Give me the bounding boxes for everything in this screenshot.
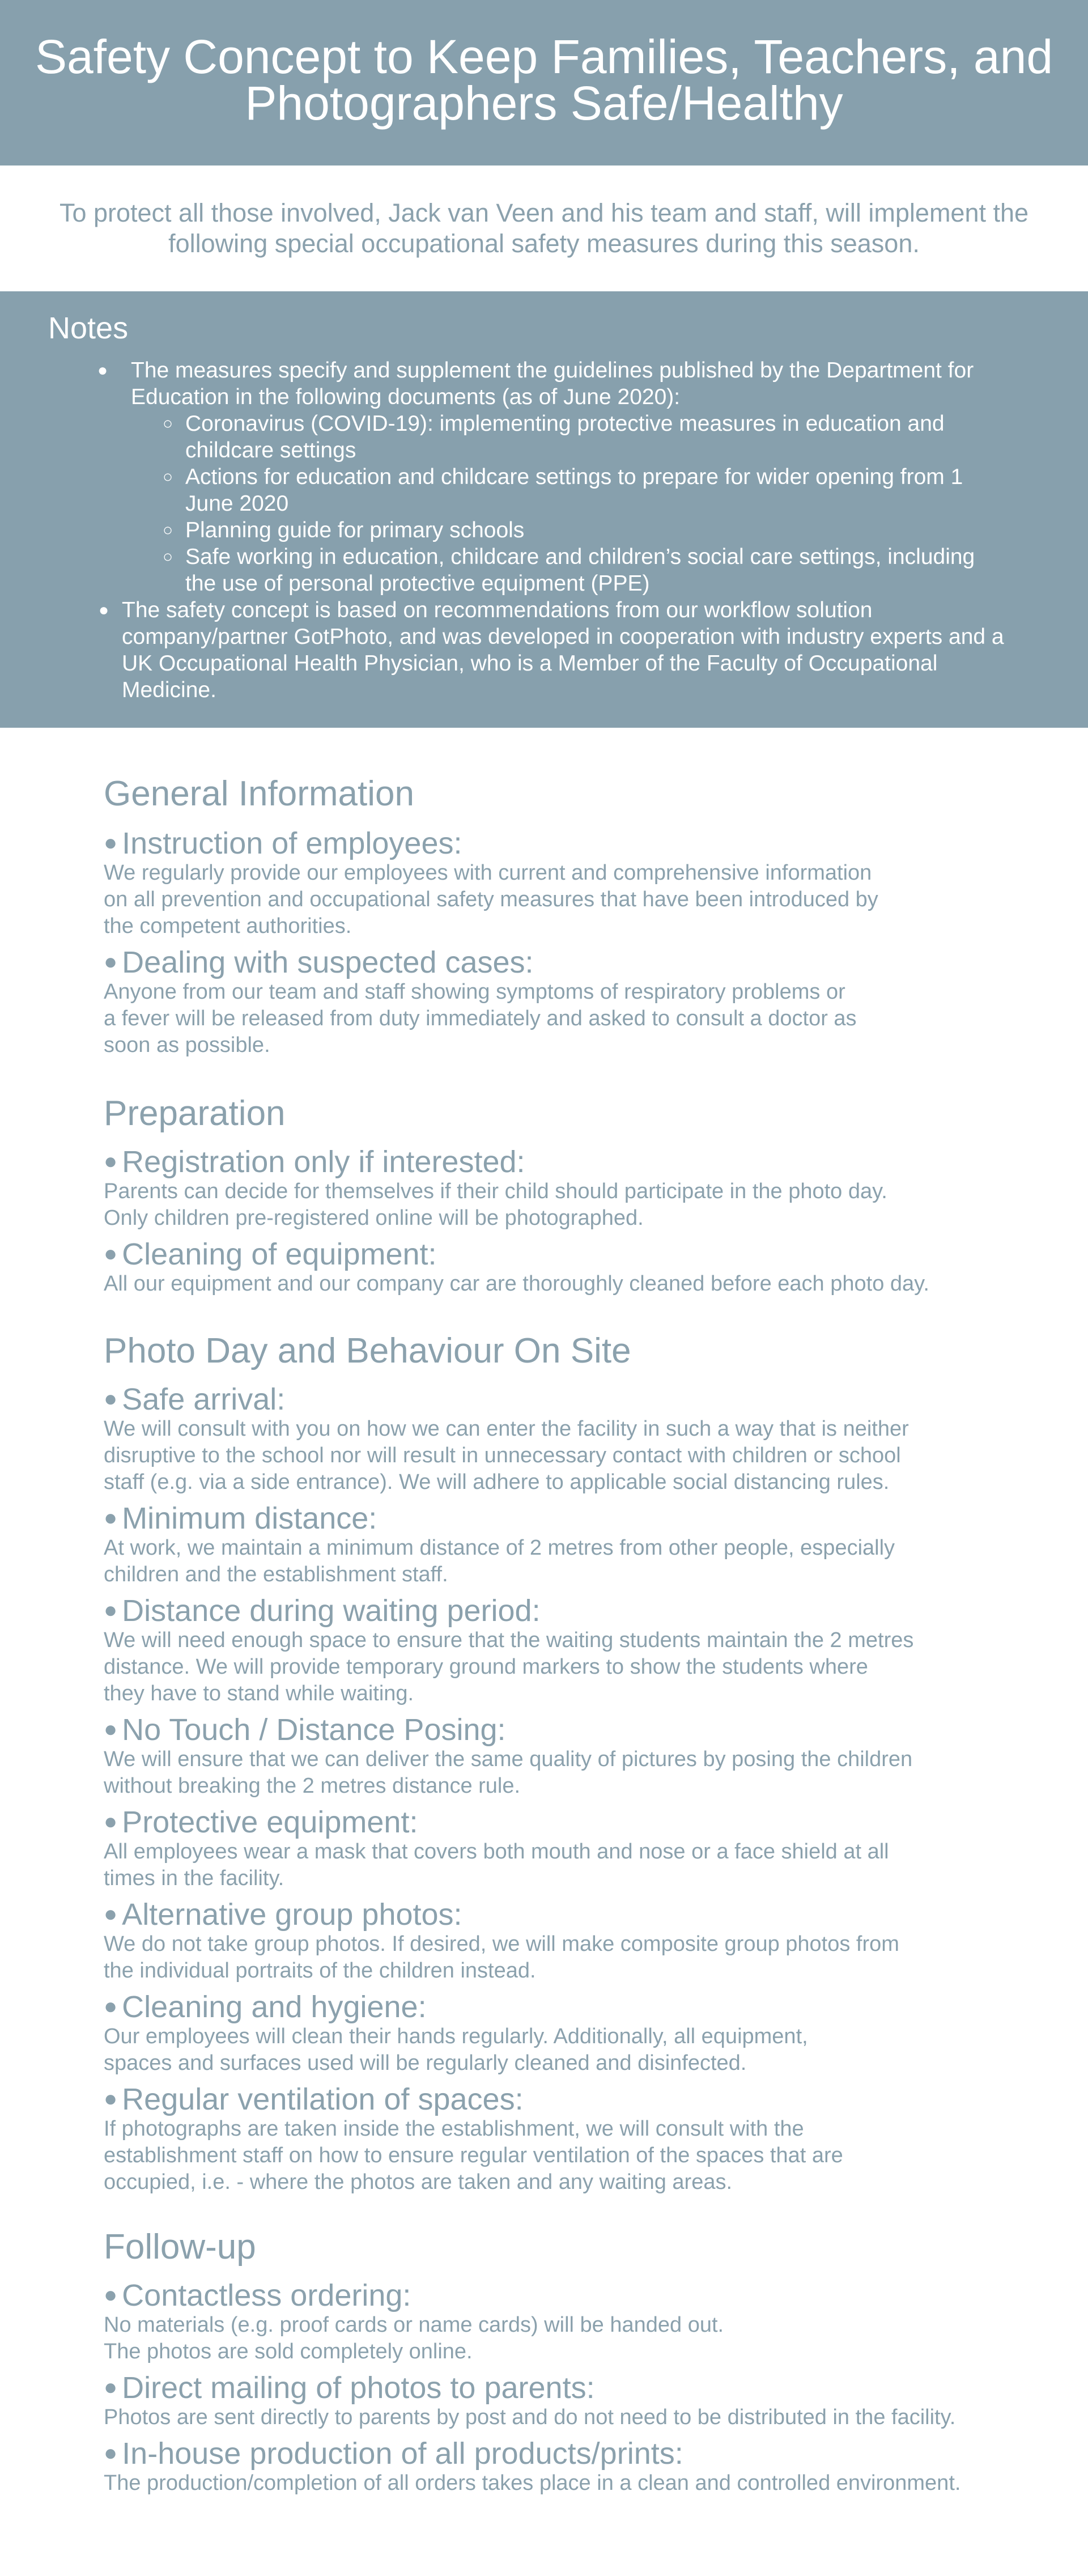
item-heading — [104, 1713, 1022, 1746]
item-heading-text: Registration only if interested: — [122, 1145, 525, 1179]
item-heading — [104, 826, 1022, 860]
info-item — [104, 2437, 1022, 2497]
item-heading-text: Distance during waiting period: — [122, 1594, 541, 1628]
bullet-icon: ● — [104, 1598, 118, 1623]
main-content — [0, 774, 1022, 2497]
bullet-icon: ● — [104, 1149, 118, 1174]
item-heading — [104, 1382, 1022, 1416]
item-text: No materials (e.g. proof cards or name cards) will be handed out. The photos are sold completely online. — [104, 2313, 724, 2363]
bullet-icon: ● — [104, 1505, 118, 1530]
section-title: Preparation — [104, 1094, 286, 1133]
item-text: We will consult with you on how we can enter the facility in such a way that is neither disruptive to the school nor will result in unnecessary contact with children or school staff (e.g. via a side entrance). We will adhere to applicable social distancing rules. — [104, 1417, 909, 1494]
note-sub-item — [0, 517, 996, 544]
item-heading-text: Safe arrival: — [122, 1382, 286, 1416]
item-heading — [104, 1237, 1022, 1271]
note-sub-text: Actions for education and childcare settings to prepare for wider opening from 1 June 2020 — [185, 465, 963, 516]
item-heading-text: No Touch / Distance Posing: — [122, 1713, 506, 1747]
page-title: Safety Concept to Keep Families, Teachers, and Photographers Safe/Healthy — [35, 30, 1053, 130]
item-text: All our equipment and our company car are thoroughly cleaned before each photo day. — [104, 1272, 929, 1296]
info-item — [104, 826, 1022, 940]
item-heading — [104, 1145, 1022, 1178]
section-title: General Information — [104, 774, 414, 813]
info-item — [104, 945, 1022, 1059]
header-banner — [0, 0, 1088, 165]
item-text: We do not take group photos. If desired, we will make composite group photos from the individual portraits of the children instead. — [104, 1932, 899, 1983]
item-heading-text: Protective equipment: — [122, 1805, 418, 1839]
note-sub-text: Safe working in education, childcare and children’s social care settings, including the use of personal protective equipment (PPE) — [185, 545, 975, 596]
item-text: All employees wear a mask that covers both mouth and nose or a face shield at all times in the facility. — [104, 1840, 889, 1890]
item-text: Our employees will clean their hands regularly. Additionally, all equipment, spaces and surfaces used will be regularly cleaned and disinfected. — [104, 2025, 808, 2075]
item-text: Parents can decide for themselves if their child should participate in the photo day. Only children pre-registered online will be photographed. — [104, 1179, 887, 1230]
item-text: We will ensure that we can deliver the same quality of pictures by posing the children without breaking the 2 metres distance rule. — [104, 1747, 913, 1798]
item-heading — [104, 2437, 1022, 2470]
circle-bullet-icon: ○ — [163, 468, 173, 486]
item-heading — [104, 1990, 1022, 2023]
note-sub-list — [0, 410, 1088, 597]
section-photo-day — [104, 1331, 1022, 2196]
bullet-icon: ● — [104, 2282, 118, 2307]
item-heading-text: In-house production of all products/prints: — [122, 2437, 683, 2471]
section-preparation — [104, 1094, 1022, 1297]
info-item — [104, 1990, 1022, 2077]
item-heading-text: Cleaning of equipment: — [122, 1237, 437, 1271]
item-text: At work, we maintain a minimum distance of 2 metres from other people, especially children and the establishment staff. — [104, 1536, 895, 1586]
bullet-icon: ● — [104, 1241, 118, 1266]
item-heading — [104, 1898, 1022, 1931]
section-follow-up — [104, 2227, 1022, 2497]
item-heading — [104, 1501, 1022, 1535]
item-heading-text: Alternative group photos: — [122, 1898, 462, 1932]
info-item — [104, 1237, 1022, 1297]
circle-bullet-icon: ○ — [163, 521, 173, 540]
bullet-icon: ● — [104, 1902, 118, 1926]
section-general-information — [104, 774, 1022, 1059]
info-item — [104, 1594, 1022, 1707]
circle-bullet-icon: ○ — [163, 548, 173, 566]
info-item — [104, 1713, 1022, 1800]
note-item — [0, 597, 1028, 703]
note-text: The measures specify and supplement the guidelines published by the Department for Education in the following documents (as of June 2020): — [131, 358, 974, 409]
bullet-icon: ● — [104, 2441, 118, 2465]
item-heading-text: Instruction of employees: — [122, 826, 462, 860]
bullet-icon: ● — [104, 949, 118, 974]
notes-panel — [0, 291, 1088, 728]
bullet-icon: ● — [104, 2086, 118, 2111]
item-heading — [104, 2371, 1022, 2404]
item-heading — [104, 2278, 1022, 2312]
note-sub-text: Coronavirus (COVID-19): implementing protective measures in education and childcare settings — [185, 411, 945, 462]
item-text: We will need enough space to ensure that the waiting students maintain the 2 metres distance. We will provide temporary ground markers to show the students where they have to stand while waiting. — [104, 1628, 914, 1705]
info-item — [104, 2371, 1022, 2431]
note-item — [0, 357, 1026, 410]
intro-section — [0, 165, 1088, 291]
item-heading-text: Direct mailing of photos to parents: — [122, 2371, 595, 2405]
info-item — [104, 1145, 1022, 1232]
note-sub-item — [0, 410, 996, 464]
notes-list — [0, 357, 1088, 703]
item-heading — [104, 945, 1022, 979]
item-heading — [104, 2082, 1022, 2116]
notes-title: Notes — [48, 311, 129, 345]
info-item — [104, 2278, 1022, 2365]
bullet-icon: ● — [104, 1386, 118, 1411]
bullet-icon: ● — [104, 1809, 118, 1834]
note-sub-text: Planning guide for primary schools — [185, 518, 525, 542]
bullet-icon: ● — [104, 1994, 118, 2019]
intro-text: To protect all those involved, Jack van Veen and his team and staff, will implement the following special occupational safety measures during this season. — [59, 198, 1029, 258]
item-heading — [104, 1594, 1022, 1627]
item-text: We regularly provide our employees with current and comprehensive information on all prevention and occupational safety measures that have been introduced by the competent authorities. — [104, 861, 878, 938]
section-title: Photo Day and Behaviour On Site — [104, 1331, 631, 1370]
info-item — [104, 2082, 1022, 2196]
bullet-icon: ● — [104, 1717, 118, 1742]
bullet-icon: ● — [99, 601, 109, 619]
info-item — [104, 1805, 1022, 1892]
item-text: Anyone from our team and staff showing symptoms of respiratory problems or a fever will be released from duty immediately and asked to consult a doctor as soon as possible. — [104, 980, 857, 1057]
circle-bullet-icon: ○ — [163, 414, 173, 433]
info-item — [104, 1382, 1022, 1496]
bullet-icon: ● — [104, 830, 118, 855]
note-text: The safety concept is based on recommendations from our workflow solution company/partner GotPhoto, and was developed in cooperation with industry experts and a UK Occupational Health Physician, who is a Member of the Faculty of Occupational Medicine. — [122, 598, 1004, 702]
info-item — [104, 1501, 1022, 1588]
item-heading-text: Dealing with suspected cases: — [122, 945, 534, 979]
item-text: If photographs are taken inside the establishment, we will consult with the establishment staff on how to ensure regular ventilation of the spaces that are occupied, i.e. - where the photos are taken and any waiting areas. — [104, 2117, 843, 2194]
item-heading-text: Cleaning and hygiene: — [122, 1990, 427, 2024]
info-item — [104, 1898, 1022, 1984]
note-sub-item — [0, 544, 996, 597]
item-heading-text: Minimum distance: — [122, 1501, 377, 1535]
item-heading — [104, 1805, 1022, 1839]
item-heading-text: Regular ventilation of spaces: — [122, 2082, 524, 2116]
item-text: The production/completion of all orders takes place in a clean and controlled environment. — [104, 2471, 961, 2495]
note-sub-item — [0, 464, 996, 517]
item-text: Photos are sent directly to parents by post and do not need to be distributed in the facility. — [104, 2405, 956, 2429]
bullet-icon: ● — [104, 2375, 118, 2400]
bullet-icon: ● — [97, 361, 108, 380]
item-heading-text: Contactless ordering: — [122, 2278, 411, 2312]
section-title: Follow-up — [104, 2227, 256, 2267]
